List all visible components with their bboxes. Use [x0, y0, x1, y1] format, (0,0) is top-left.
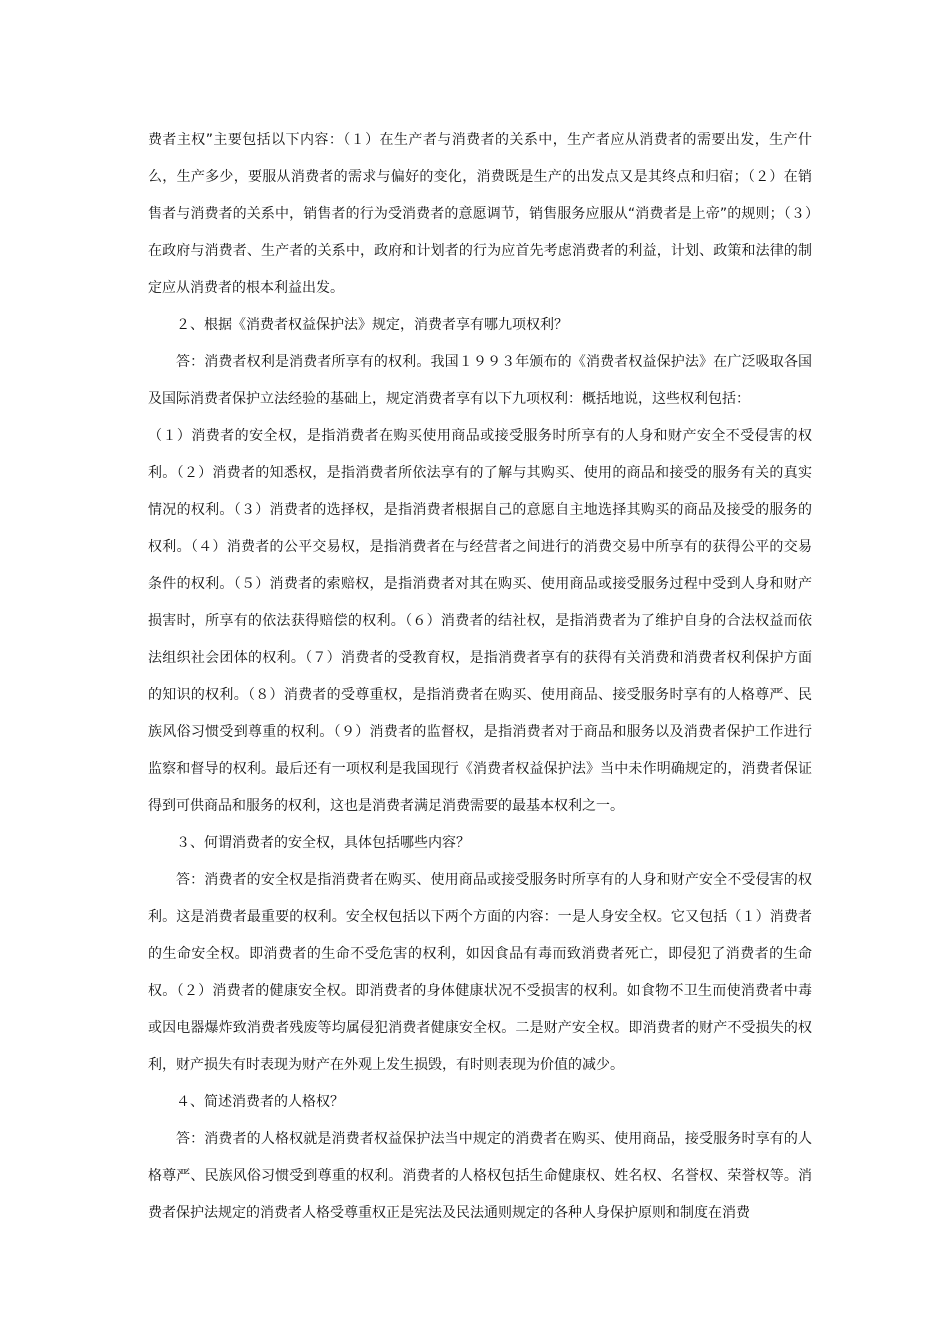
paragraph-consumer-sovereignty: 费者主权”主要包括以下内容：（１）在生产者与消费者的关系中，生产者应从消费者的需要出发，生产什么，生产多少，要服从消费者的需求与偏好的变化，消费既是生产的出发点又是其终点和归宿；（２）在销售者与消费者的关系中，销售者的行为受消费者的意愿调节，销售服务应服从“消费者是上帝”的规则；（３）在政府与消费者、生产者的关系中，政府和计划者的行为应首先考虑消费者的利益，计划、政策和法律的制定应从消费者的根本利益出发。 — [148, 132, 812, 296]
document-body — [148, 122, 812, 1232]
question-4-heading: ４、简述消费者的人格权？ — [176, 1094, 344, 1110]
answer-4-body: 答：消费者的人格权就是消费者权益保护法当中规定的消费者在购买、使用商品，接受服务时享有的人格尊严、民族风俗习惯受到尊重的权利。消费者的人格权包括生命健康权、姓名权、名誉权、荣誉权等。消费者保护法规定的消费者人格受尊重权正是宪法及民法通则规定的各种人身保护原则和制度在消费 — [148, 1131, 812, 1221]
answer-2-rights-list: （１）消费者的安全权，是指消费者在购买使用商品或接受服务时所享有的人身和财产安全不受侵害的权利。（２）消费者的知悉权，是指消费者所依法享有的了解与其购买、使用的商品和接受的服务有关的真实情况的权利。（３）消费者的选择权，是指消费者根据自己的意愿自主地选择其购买的商品及接受的服务的权利。（４）消费者的公平交易权，是指消费者在与经营者之间进行的消费交易中所享有的获得公平的交易条件的权利。（５）消费者的索赔权，是指消费者对其在购买、使用商品或接受服务过程中受到人身和财产损害时，所享有的依法获得赔偿的权利。（６）消费者的结社权，是指消费者为了维护自身的合法权益而依法组织社会团体的权利。（７）消费者的受教育权，是指消费者享有的获得有关消费和消费者权利保护方面的知识的权利。（８）消费者的受尊重权，是指消费者在购买、使用商品、接受服务时享有的人格尊严、民族风俗习惯受到尊重的权利。（９）消费者的监督权，是指消费者对于商品和服务以及消费者保护工作进行监察和督导的权利。最后还有一项权利是我国现行《消费者权益保护法》当中未作明确规定的，消费者保证得到可供商品和服务的权利，这也是消费者满足消费需要的最基本权利之一。 — [148, 428, 812, 814]
question-2-heading: ２、根据《消费者权益保护法》规定，消费者享有哪九项权利？ — [176, 317, 568, 333]
answer-3-body: 答：消费者的安全权是指消费者在购买、使用商品或接受服务时所享有的人身和财产安全不受侵害的权利。这是消费者最重要的权利。安全权包括以下两个方面的内容：一是人身安全权。它又包括（１）消费者的生命安全权。即消费者的生命不受危害的权利，如因食品有毒而致消费者死亡，即侵犯了消费者的生命权。（２）消费者的健康安全权。即消费者的身体健康状况不受损害的权利。如食物不卫生而使消费者中毒或因电器爆炸致消费者残废等均属侵犯消费者健康安全权。二是财产安全权。即消费者的财产不受损失的权利，财产损失有时表现为财产在外观上发生损毁，有时则表现为价值的减少。 — [148, 872, 812, 1073]
answer-2-intro: 答：消费者权利是消费者所享有的权利。我国１９９３年颁布的《消费者权益保护法》在广泛吸取各国及国际消费者保护立法经验的基础上，规定消费者享有以下九项权利：概括地说，这些权利包括： — [148, 354, 812, 407]
question-3-heading: ３、何谓消费者的安全权，具体包括哪些内容？ — [176, 835, 470, 851]
